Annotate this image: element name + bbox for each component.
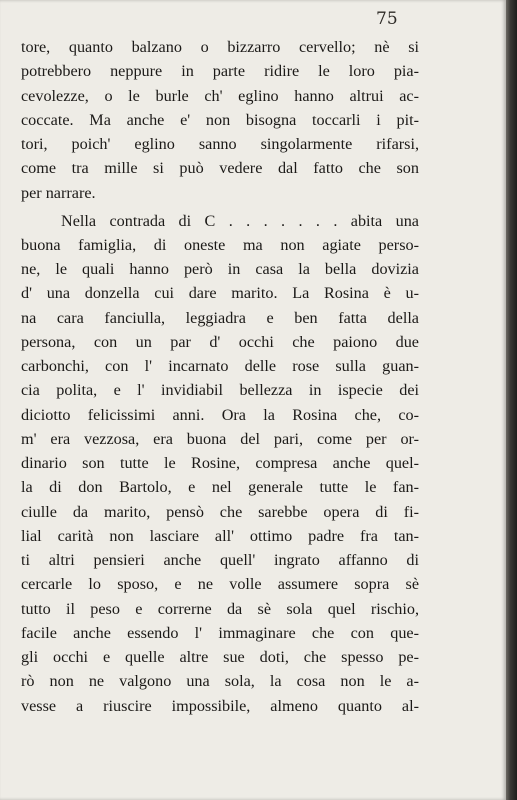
page-edge-shadow <box>506 0 517 800</box>
text-line: facile anche essendo l' immaginare che con que- <box>21 623 419 642</box>
text-line: coccate. Ma anche e' non bisogna toccarli i pit- <box>21 110 419 129</box>
text-line: dinario son tutte le Rosine, compresa anche quel- <box>21 454 419 472</box>
text-line: cercarle lo sposo, e ne volle assumere sopra sè <box>21 575 419 594</box>
text-line: ne, le quali hanno però in casa la bella dovizia <box>21 260 419 278</box>
text-line: d' una donzella cui dare marito. La Rosina è u- <box>21 284 419 303</box>
text-line: carbonchi, con l' incarnato delle rose sulla guan- <box>21 357 419 375</box>
text-line: ti altri pensieri anche quell' ingrato affanno di <box>21 551 419 569</box>
text-line: buona famiglia, di oneste ma non agiate perso- <box>21 235 419 254</box>
text-line: m' era vezzosa, era buona del pari, come per or- <box>21 429 419 448</box>
text-line: tutto il peso e correrne da sè sola quel rischio, <box>21 599 419 618</box>
text-line: cia polita, e l' invidiabil bellezza in ispecie dei <box>21 381 419 400</box>
text-line: persona, con un par d' occhi che paiono due <box>21 332 419 351</box>
body-text <box>21 35 419 718</box>
text-line: rò non ne valgono una sola, la cosa non le a- <box>21 672 419 691</box>
text-line: cevolezze, o le burle ch' eglino hanno altrui ac- <box>21 86 419 105</box>
text-line: ciulle da marito, pensò che sarebbe opera di fi- <box>21 502 419 521</box>
text-line: come tra mille si può vedere dal fatto che son <box>21 159 419 178</box>
text-line: potrebbero neppure in parte ridire le loro pia- <box>21 62 419 81</box>
paragraph-first-line: Nella contrada di C . . . . . . . abita una <box>61 211 419 230</box>
page-number: 75 <box>376 9 398 29</box>
text-line: vesse a riuscire impossibile, almeno quanto al- <box>21 696 419 715</box>
text-line: la di don Bartolo, e nel generale tutte le fan- <box>21 478 419 497</box>
text-line: na cara fanciulla, leggiadra e ben fatta della <box>21 308 419 327</box>
text-line: diciotto felicissimi anni. Ora la Rosina che, co- <box>21 405 419 424</box>
text-line: lial carità non lasciare all' ottimo padre fra tan- <box>21 526 419 545</box>
text-line: tori, poich' eglino sanno singolarmente rifarsi, <box>21 135 419 153</box>
text-line: gli occhi e quelle altre sue doti, che spesso pe- <box>21 648 419 666</box>
text-line: tore, quanto balzano o bizzarro cervello; nè si <box>21 38 419 56</box>
text-line: per narrare. <box>21 183 96 202</box>
